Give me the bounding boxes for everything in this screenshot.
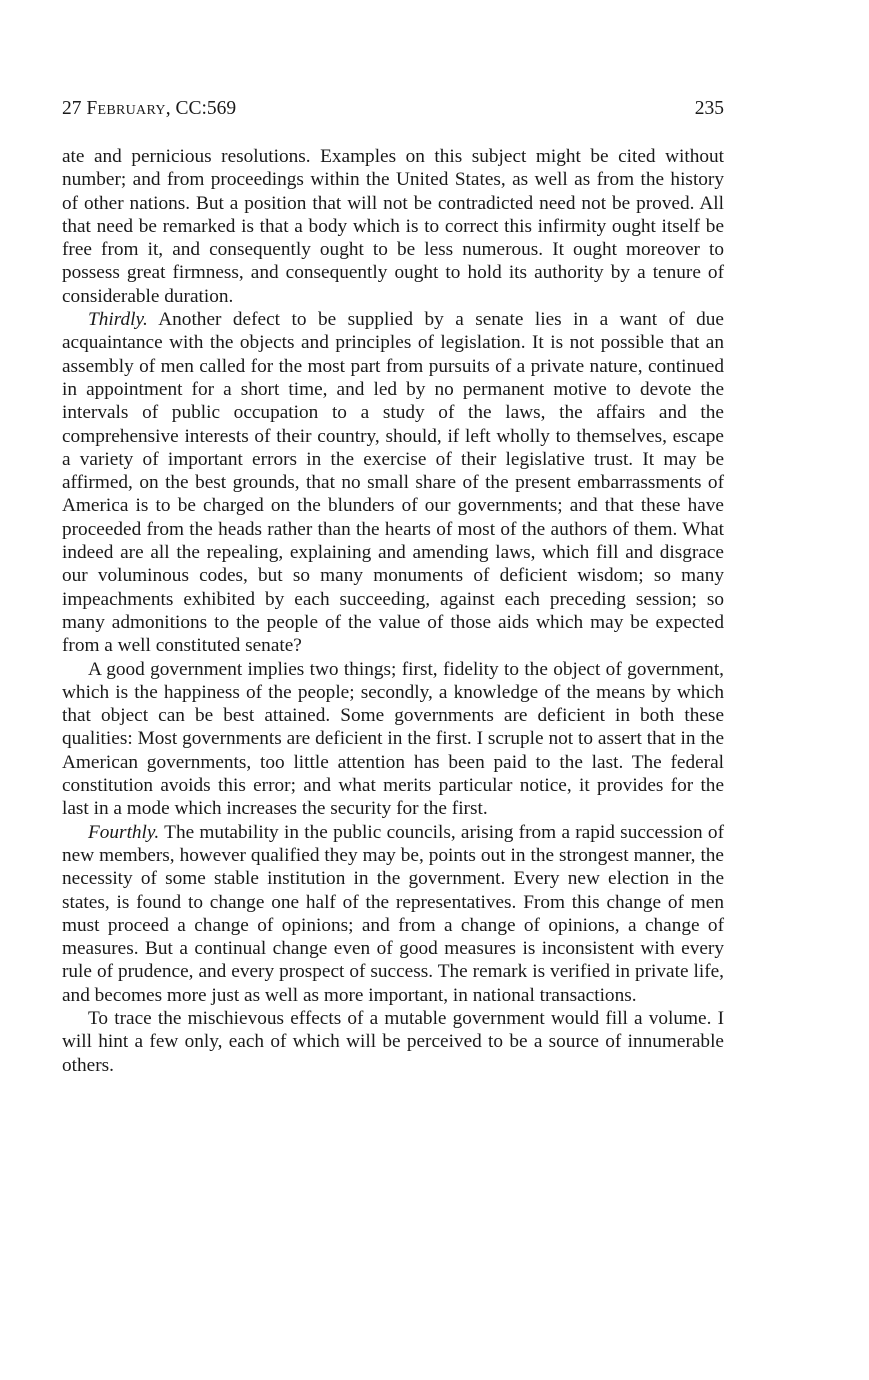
page-number: 235 [694, 98, 724, 119]
paragraph-2-text: Another defect to be supplied by a senate lies in a want of due acquaintance with the objects and principles of legislation. It is not possible that an assembly of men called for the most part from pursuits of a private nature, continued in appointment for a short time, and led by no permanent motive to devote the intervals of public occupation to a study of the laws, the affairs and the comprehensive interests of their country, should, if left wholly to themselves, escape a variety of important errors in the exercise of their legislative trust. It may be affirmed, on the best grounds, that no small share of the present embarrassments of America is to be charged on the blunders of our governments; and that these have proceeded from the heads rather than the hearts of most of the authors of them. What indeed are all the repealing, explaining and amending laws, which fill and disgrace our voluminous codes, but so many monuments of deficient wisdom; so many impeachments exhibited by each succeeding, against each preceding session; so many admonitions to the people of the value of those aids which may be expected from a well constituted senate? [62, 309, 724, 657]
running-head-month: February [86, 98, 166, 119]
paragraph-2 [62, 308, 724, 657]
paragraph-3-text: A good government implies two things; first, fidelity to the object of government, which is the happiness of the people; secondly, a knowledge of the means by which that object can be best attained. Some governments are deficient in both these qualities: Most governments are deficient in the first. I scruple not to assert that in the American governments, too little attention has been paid to the last. The federal constitution avoids this error; and what merits particular notice, it provides for the last in a mode which increases the security for the first. [62, 658, 724, 820]
paragraph-5 [62, 1007, 724, 1077]
running-head-date: 27 [62, 98, 87, 119]
paragraph-5-text: To trace the mischievous effects of a mutable government would fill a volume. I will hint a few only, each of which will be perceived to be a source of innumerable others. [62, 1007, 724, 1076]
paragraph-4-lead: Fourthly. [88, 821, 160, 843]
running-head-title [62, 96, 236, 122]
paragraph-1-text: ate and pernicious resolutions. Examples on this subject might be cited without number; and from proceedings within the United States, as well as from the history of other nations. But a position that will not be contradicted need not be proved. All that need be remarked is that a body which is to correct this infirmity ought itself be free from it, and consequently ought to be less numerous. It ought moreover to possess great firmness, and consequently ought to hold its authority by a tenure of considerable duration. [62, 146, 724, 307]
paragraph-1 [62, 145, 724, 308]
running-head-ref: , CC:569 [165, 98, 237, 119]
body-text [62, 145, 724, 1077]
paragraph-2-lead: Thirdly. [88, 309, 148, 331]
paragraph-4-text: The mutability in the public councils, arising from a rapid succession of new members, however qualified they may be, points out in the strongest manner, the necessity of some stable institution in the government. Every new election in the states, is found to change one half of the representatives. From this change of men must proceed a change of opinions; and from a change of opinions, a change of measures. But a continual change even of good measures is inconsistent with every rule of prudence, and every prospect of success. The remark is verified in private life, and becomes more just as well as more important, in national transactions. [62, 821, 724, 1006]
running-head [62, 96, 724, 122]
paragraph-4 [62, 821, 724, 1007]
paragraph-3 [62, 658, 724, 821]
